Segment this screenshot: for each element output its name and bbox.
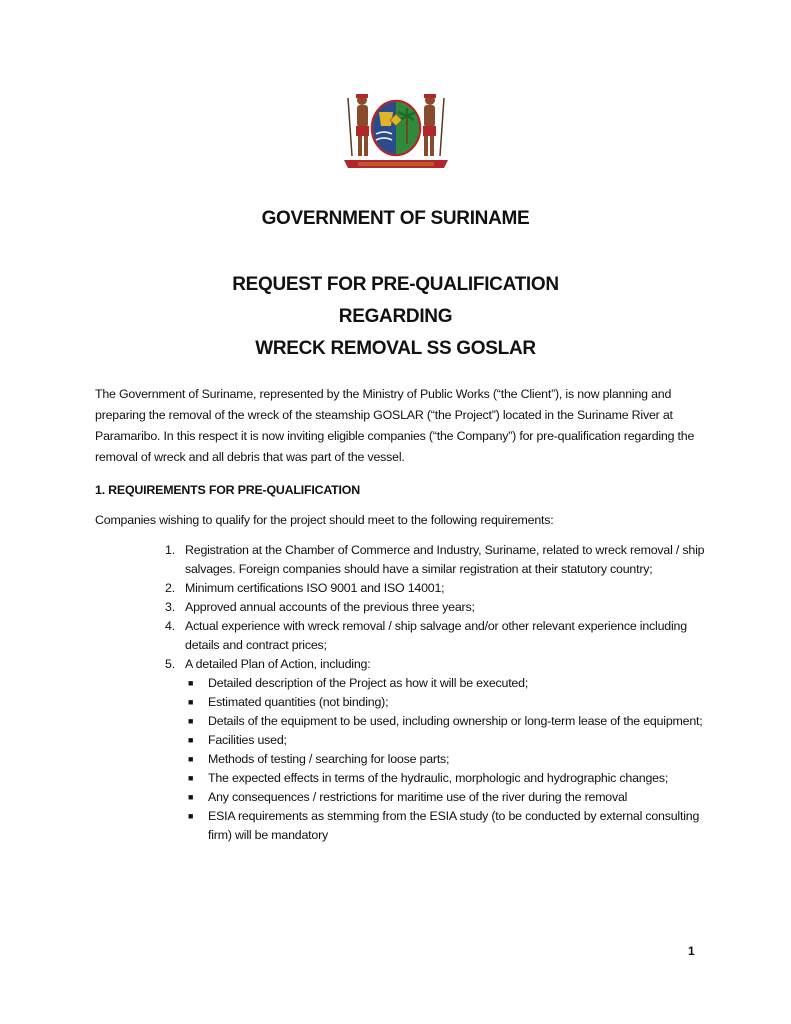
- sub-item: [185, 693, 705, 712]
- right-supporter-figure: [423, 94, 444, 156]
- requirement-number: 3.: [165, 600, 175, 614]
- bullet-icon: ■: [188, 754, 194, 764]
- requirement-text: A detailed Plan of Action, including:: [185, 657, 371, 671]
- bullet-icon: ■: [188, 716, 194, 726]
- motto-ribbon: [344, 160, 448, 168]
- requirement-number: 4.: [165, 619, 175, 633]
- requirement-text: Approved annual accounts of the previous three years;: [185, 600, 475, 614]
- requirement-number: 1.: [165, 543, 175, 557]
- plan-of-action-sublist: [185, 674, 705, 845]
- requirements-lead: Companies wishing to qualify for the project should meet to the following requirements:: [95, 513, 554, 527]
- shield: [372, 101, 420, 155]
- sub-item-text: Detailed description of the Project as how it will be executed;: [208, 676, 529, 690]
- bullet-icon: ■: [188, 678, 194, 688]
- requirement-text: Registration at the Chamber of Commerce and Industry, Suriname, related to wreck removal / ship salvages. Foreign companies should have a similar registration at their statutory country;: [185, 543, 705, 576]
- sub-item-text: Facilities used;: [208, 733, 287, 747]
- sub-item: [185, 674, 705, 693]
- requirement-text: Actual experience with wreck removal / ship salvage and/or other relevant experience including details and contract prices;: [185, 619, 687, 652]
- bullet-icon: ■: [188, 697, 194, 707]
- requirement-number: 5.: [165, 657, 175, 671]
- requirement-item: [165, 617, 705, 655]
- sub-item: [185, 712, 705, 731]
- bullet-icon: ■: [188, 773, 194, 783]
- bullet-icon: ■: [188, 811, 194, 821]
- document-title-line-2: REGARDING: [338, 306, 453, 327]
- requirement-item: [165, 598, 705, 617]
- sub-item-text: Any consequences / restrictions for maritime use of the river during the removal: [208, 790, 628, 804]
- requirement-item: [165, 579, 705, 598]
- sub-item-text: The expected effects in terms of the hydraulic, morphologic and hydrographic changes;: [208, 771, 669, 785]
- intro-paragraph: The Government of Suriname, represented by the Ministry of Public Works (“the Client”), is now planning and preparing the removal of the wreck of the steamship GOSLAR (“the Project”) located in the Suriname River at Paramaribo. In this respect it is now inviting eligible companies (“the Company”) for pre-qualification regarding the removal of wreck and all debris that was part of the vessel.: [95, 387, 695, 464]
- sub-item: [185, 769, 705, 788]
- sub-item: [185, 750, 705, 769]
- requirement-text: Minimum certifications ISO 9001 and ISO 14001;: [185, 581, 445, 595]
- sub-item-text: Methods of testing / searching for loose parts;: [208, 752, 450, 766]
- bullet-icon: ■: [188, 792, 194, 802]
- document-title-line-1: REQUEST FOR PRE-QUALIFICATION: [232, 274, 559, 295]
- section-heading: 1. REQUIREMENTS FOR PRE-QUALIFICATION: [95, 483, 360, 497]
- requirement-item: [165, 541, 705, 579]
- page-number: 1: [688, 944, 695, 958]
- sub-item: [185, 788, 705, 807]
- sub-item-text: Estimated quantities (not binding);: [208, 695, 389, 709]
- coat-of-arms-icon: [340, 90, 452, 172]
- requirement-number: 2.: [165, 581, 175, 595]
- left-supporter-figure: [348, 94, 369, 156]
- sub-item-text: Details of the equipment to be used, including ownership or long-term lease of the equipment;: [208, 714, 703, 728]
- sub-item-text: ESIA requirements as stemming from the ESIA study (to be conducted by external consulting firm) will be mandatory: [208, 809, 700, 842]
- sub-item: [185, 807, 705, 845]
- document-title-line-3: WRECK REMOVAL SS GOSLAR: [255, 338, 536, 359]
- requirement-item: [165, 655, 705, 845]
- requirements-list: [165, 541, 705, 845]
- government-heading: GOVERNMENT OF SURINAME: [261, 208, 530, 229]
- sub-item: [185, 731, 705, 750]
- bullet-icon: ■: [188, 735, 194, 745]
